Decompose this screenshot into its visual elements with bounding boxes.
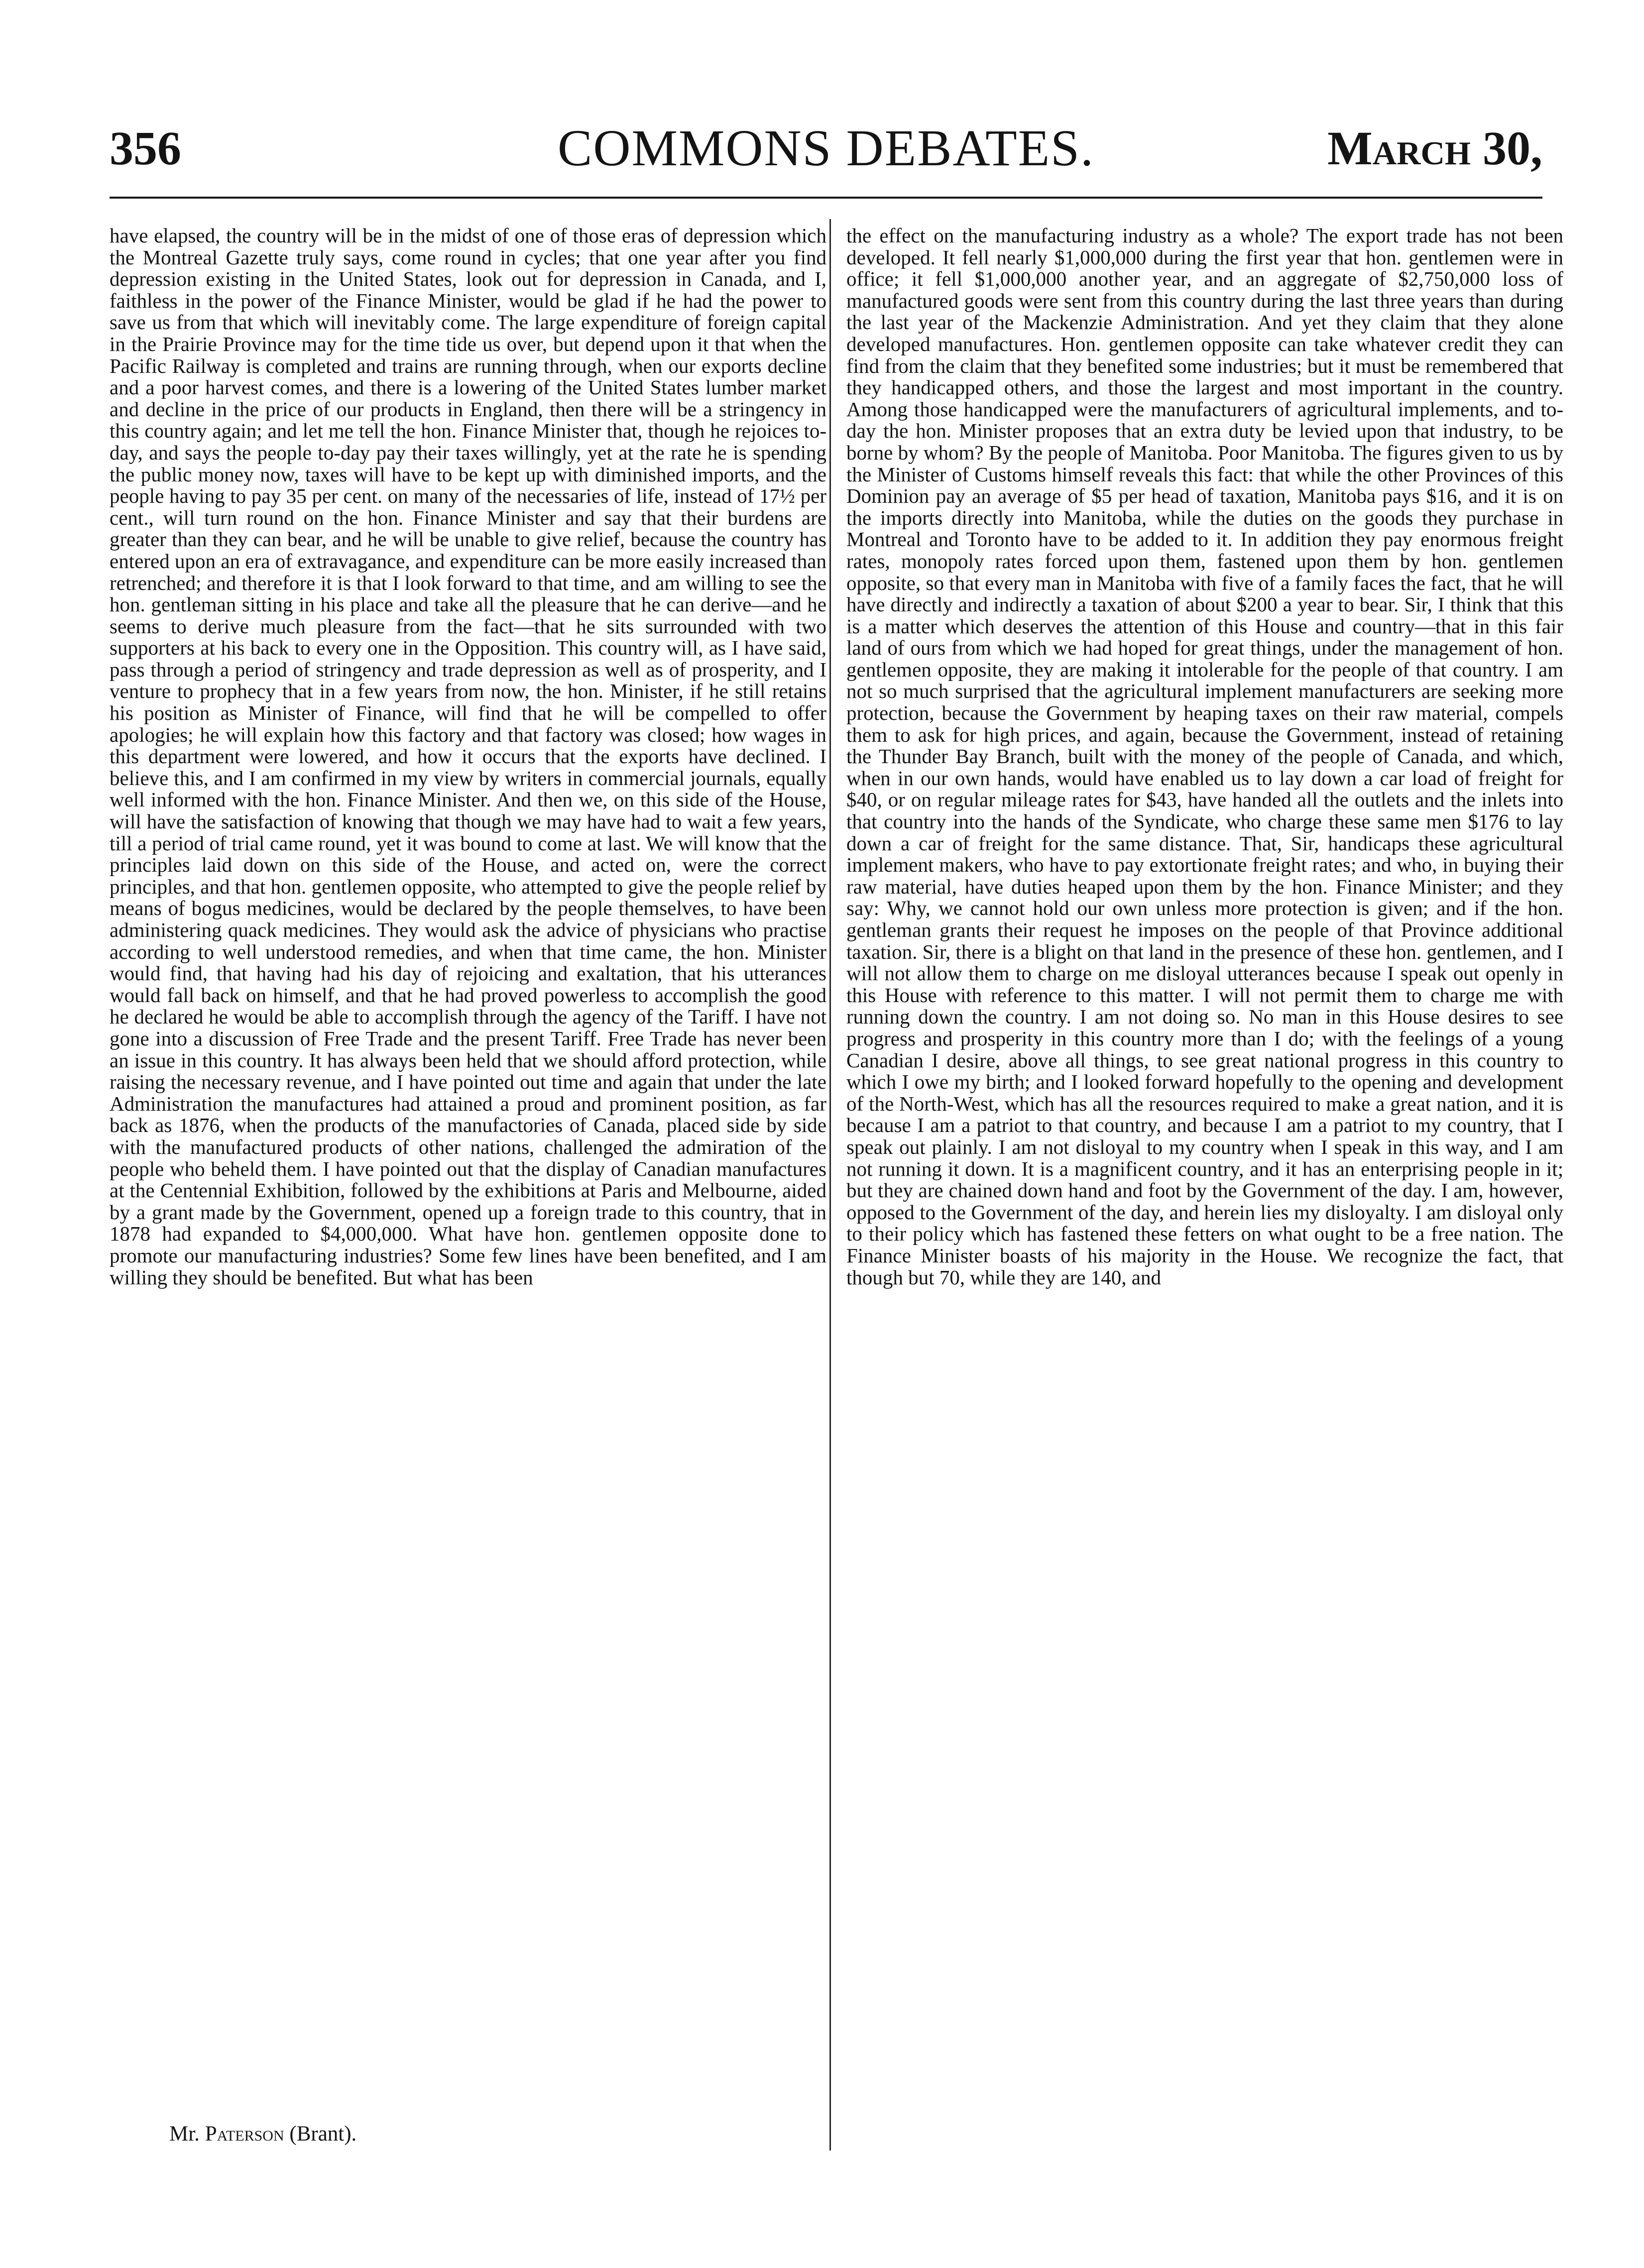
- page-header: [110, 119, 1542, 177]
- header-date-month: March: [1327, 121, 1471, 175]
- header-date: [1327, 123, 1542, 173]
- speaker-prefix: Mr.: [169, 2122, 200, 2146]
- right-column: [846, 225, 1563, 1288]
- right-column-text: the effect on the manufacturing industry as a whole? The export trade has not been developed. It fell nearly $1,000,000 during the first year that hon. gentlemen were in office; it fell $1,000,000 another year, and an aggregate of $2,750,000 loss of manufactured goods were sent from this country during the last three years than during the last year of the Mackenzie Administration. And yet they claim that they alone developed manufactures. Hon. gentlemen opposite can take whatever credit they can find from the claim that they benefited some industries; but it must be remembered that they handicapped others, and those the largest and most important in the country. Among those handicapped were the manufacturers of agricultural implements, and to-day the hon. Minister proposes that an extra duty be levied upon that industry, to be borne by whom? By the people of Manitoba. Poor Manitoba. The figures given to us by the Minister of Customs himself reveals this fact: that while the other Provinces of this Dominion pay an average of $5 per head of taxation, Manitoba pays $16, and it is on the imports directly into Manitoba, while the duties on the goods they purchase in Montreal and Toronto have to be added to it. In addition they pay enormous freight rates, monopoly rates forced upon them, fastened upon them by hon. gentlemen opposite, so that every man in Manitoba with five of a family faces the fact, that he will have directly and indirectly a taxation of about $200 a year to bear. Sir, I think that this is a matter which deserves the attention of this House and country—that in this fair land of ours from which we had hoped for great things, under the management of hon. gentlemen opposite, they are making it intolerable for the people of that country. I am not so much surprised that the agricultural implement manufacturers are seeking more protection, because the Government by heaping taxes on their raw material, compels them to ask for high prices, and again, because the Government, instead of retaining the Thunder Bay Branch, built with the money of the people of Canada, and which, when in our own hands, would have enabled us to lay down a car load of freight for $40, or on regular mileage rates for $43, have handed all the outlets and the inlets into that country into the hands of the Syndicate, who charge these same men $176 to lay down a car of freight for the same distance. That, Sir, handicaps these agricultural implement makers, who have to pay extortionate freight rates; and who, in buying their raw material, have duties heaped upon them by the hon. Finance Minister; and they say: Why, we cannot hold our own unless more protection is given; and if the hon. gentleman grants their request he imposes on the people of that Province additional taxation. Sir, there is a blight on that land in the presence of these hon. gentlemen, and I will not allow them to charge on me disloyal utterances because I speak out openly in this House with reference to this matter. I will not permit them to charge me with running down the country. I am not doing so. No man in this House desires to see progress and prosperity in this country more than I do; with the feelings of a young Canadian I desire, above all things, to see great national progress in this country to which I owe my birth; and I looked forward hopefully to the opening and development of the North-West, which has all the resources required to make a great nation, and it is because I am a patriot to that country, and because I am a patriot to my country, that I speak out plainly. I am not disloyal to my country when I speak in this way, and I am not running it down. It is a magnificent country, and it has an enterprising people in it; but they are chained down hand and foot by the Government of the day. I am, however, opposed to the Government of the day, and herein lies my disloyalty. I am disloyal only to their policy which has fastened these fetters on what ought to be a free nation. The Finance Minister boasts of his majority in the House. We recognize the fact, that though but 70, while they are 140, and: [846, 224, 1563, 1289]
- speaker-riding: (Brant).: [289, 2122, 357, 2146]
- speaker-surname: Paterson: [205, 2122, 284, 2146]
- column-divider: [829, 219, 831, 2151]
- journal-title: COMMONS DEBATES.: [558, 119, 1094, 177]
- header-date-day: 30,: [1483, 121, 1542, 175]
- header-rule: [110, 197, 1542, 199]
- left-column: [110, 225, 826, 1288]
- left-column-text: have elapsed, the country will be in the midst of one of those eras of depression which the Montreal Gazette truly says, come round in cycles; that one year after you find depression existing in the United States, look out for depression in Canada, and I, faithless in the power of the Finance Minister, would be glad if he had the power to save us from that which will inevitably come. The large expenditure of foreign capital in the Prairie Province may for the time tide us over, but depend upon it that when the Pacific Railway is completed and trains are running through, when our exports decline and a poor harvest comes, and there is a lowering of the United States lumber market and decline in the price of our products in England, then there will be a stringency in this country again; and let me tell the hon. Finance Minister that, though he rejoices to-day, and says the people to-day pay their taxes willingly, yet at the rate he is spending the public money now, taxes will have to be kept up with diminished imports, and the people having to pay 35 per cent. on many of the necessaries of life, instead of 17½ per cent., will turn round on the hon. Finance Minister and say that their burdens are greater than they can bear, and he will be unable to give relief, because the country has entered upon an era of extravagance, and expenditure can be more easily increased than retrenched; and therefore it is that I look forward to that time, and am willing to see the hon. gentleman sitting in his place and take all the pleasure that he can derive—and he seems to derive much pleasure from the fact—that he sits surrounded with two supporters at his back to every one in the Opposition. This country will, as I have said, pass through a period of stringency and trade depression as well as of prosperity, and I venture to prophecy that in a few years from now, the hon. Minister, if he still retains his position as Minister of Finance, will find that he will be compelled to offer apologies; he will explain how this factory and that factory was closed; how wages in this department were lowered, and how it occurs that the exports have declined. I believe this, and I am confirmed in my view by writers in commercial journals, equally well informed with the hon. Finance Minister. And then we, on this side of the House, will have the satisfaction of knowing that though we may have had to wait a few years, till a period of trial came round, yet it was bound to come at last. We will know that the principles laid down on this side of the House, and acted on, were the correct principles, and that hon. gentlemen opposite, who attempted to give the people relief by means of bogus medicines, would be declared by the people themselves, to have been administering quack medicines. They would ask the advice of physicians who practise according to well understood remedies, and when that time came, the hon. Minister would find, that having had his day of rejoicing and exaltation, that his utterances would fall back on himself, and that he had proved powerless to accomplish the good he declared he would be able to accomplish through the agency of the Tariff. I have not gone into a discussion of Free Trade and the present Tariff. Free Trade has never been an issue in this country. It has always been held that we should afford protection, while raising the necessary revenue, and I have pointed out time and again that under the late Administration the manufactures had attained a proud and prominent position, as far back as 1876, when the products of the manufactories of Canada, placed side by side with the manufactured products of other nations, challenged the admiration of the people who beheld them. I have pointed out that the display of Canadian manufactures at the Centennial Exhibition, followed by the exhibitions at Paris and Melbourne, aided by a grant made by the Government, opened up a foreign trade to this country, that in 1878 had expanded to $4,000,000. What have hon. gentlemen opposite done to promote our manufacturing industries? Some few lines have been benefited, and I am willing they should be benefited. But what has been: [110, 224, 826, 1289]
- page-number: 356: [110, 121, 181, 175]
- speaker-attribution: [169, 2122, 356, 2147]
